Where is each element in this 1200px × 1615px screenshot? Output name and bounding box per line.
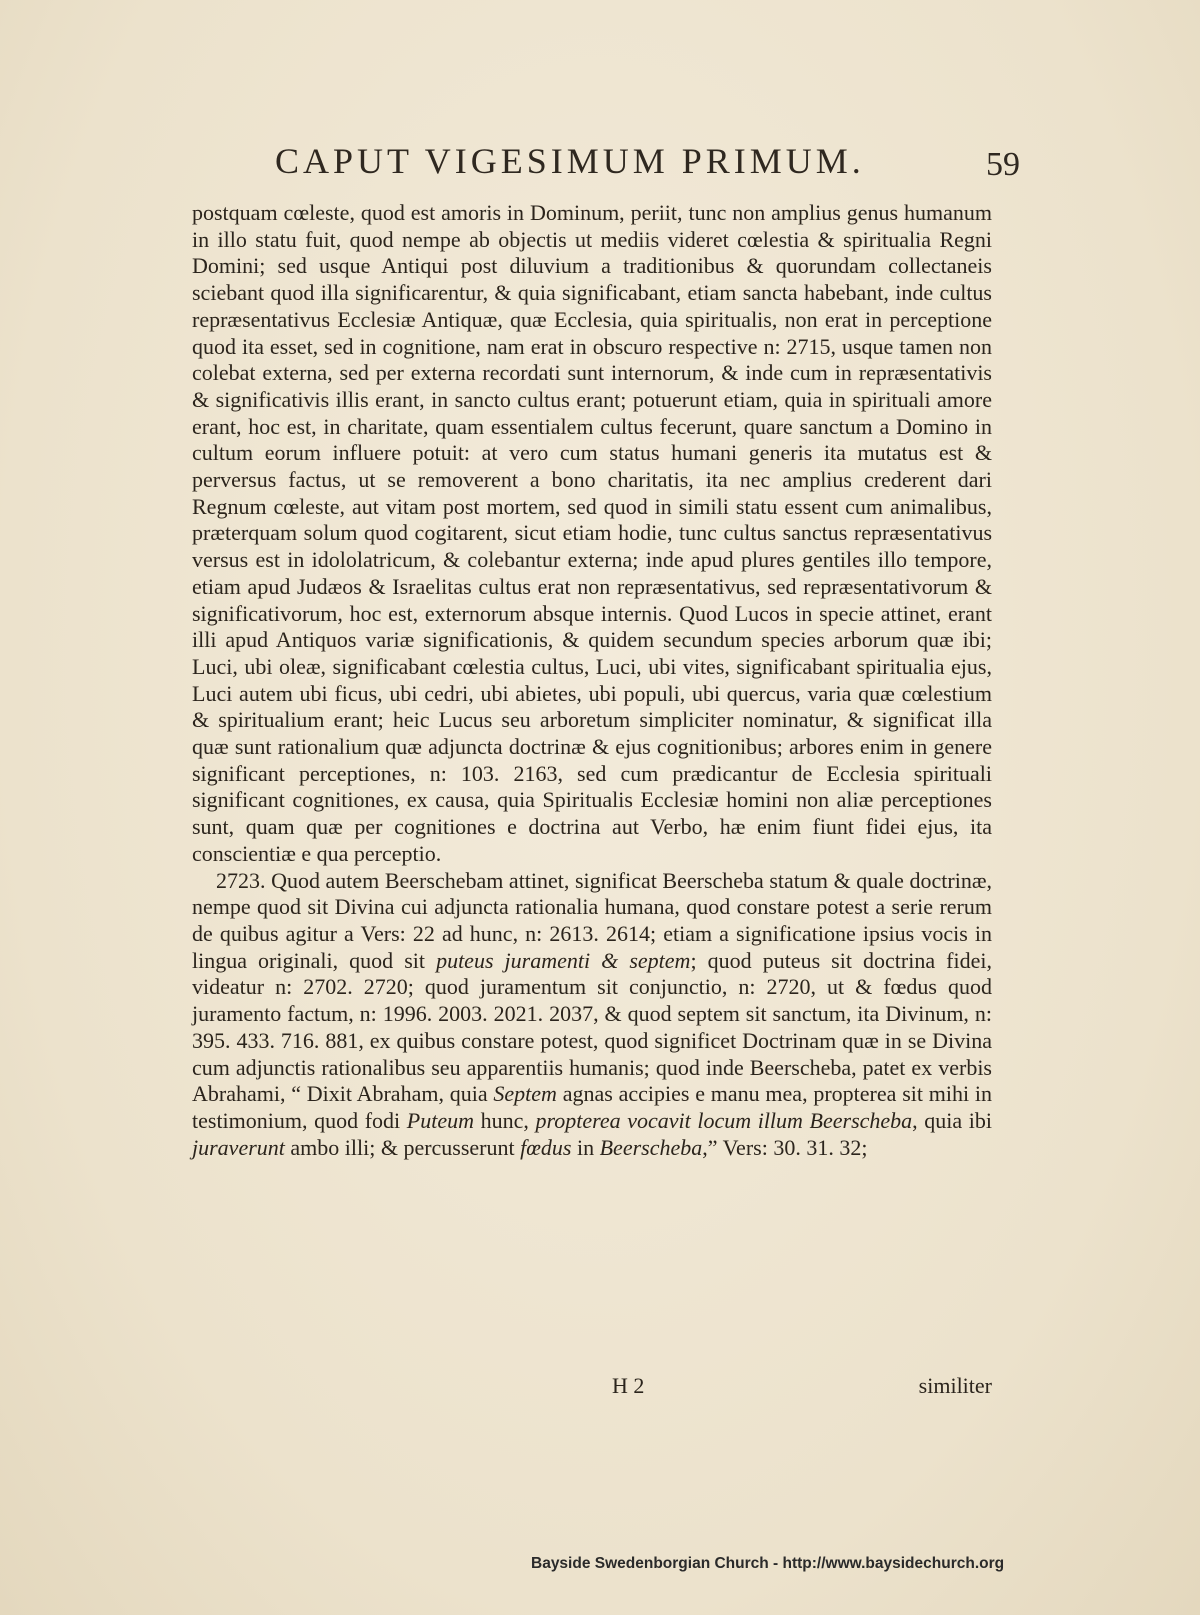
- running-title: CAPUT VIGESIMUM PRIMUM.: [275, 141, 865, 181]
- signature-mark: H 2: [612, 1373, 645, 1398]
- page-header: [200, 140, 1020, 190]
- page-number: 59: [986, 146, 1020, 183]
- italic-text: propterea vocavit locum illum Beerscheba: [535, 1107, 913, 1133]
- text-run: ,” Vers: 30. 31. 32;: [702, 1134, 868, 1160]
- text-run: postquam cœleste, quod est amoris in Dominum, periit, tunc non amplius genus humanum in illo statu fuit, quod nempe ab objectis ut mediis videret cœlestia & spiritualia Regni Domini; sed usque Antiqui post diluvium a traditionibus & quorundam collectaneis sciebant quod illa significarentur, & quia significabant, etiam sancta habebant, inde cultus repræsentativus Ecclesiæ Antiquæ, quæ Ecclesia, quia spiritualis, non erat in perceptione quod ita esset, sed in cognitione, nam erat in obscuro respective n: 2715, usque tamen non colebat externa, sed per externa recordati sunt internorum, & inde cum in repræsentativis & significativis illis erant, in sancto cultus erant; potuerunt etiam, quia in spirituali amore erant, hoc est, in charitate, quam essentialem cultus fecerunt, quare sanctum a Domino in cultum eorum influere potuit: at vero cum status humani generis ita mutatus est & perversus factus, ut se removerent a bono charitatis, ita nec amplius crederent dari Regnum cœleste, aut vitam post mortem, sed quod in simili statu essent cum animalibus, præterquam solum quod cogitarent, sicut etiam hodie, tunc cultus sanctus repræsentativus versus est in idololatricum, & colebantur externa; inde apud plures gentiles illo tempore, etiam apud Judæos & Israelitas cultus erat non repræsentativus, sed repræsentativorum & significativorum, hoc est, externorum absque internis. Quod Lucos in specie attinet, erant illi apud Antiquos variæ significationis, & quidem secundum species arborum quæ ibi; Luci, ubi oleæ, significabant cœlestia cultus, Luci, ubi vites, significabant spiritualia ejus, Luci autem ubi ficus, ubi cedri, ubi abietes, ubi populi, ubi quercus, varia quæ cœlestium & spiritualium erant; heic Lucus seu arboretum simpliciter nominatur, & significat illa quæ sunt rationalium quæ adjuncta doctrinæ & ejus cognitionibus; arbores enim in genere significant perceptiones, n: 103. 2163, sed cum prædicantur de Ecclesia spirituali significant cognitiones, ex causa, quia Spiritualis Ecclesiæ homini non aliæ perceptiones sunt, quam quæ per cognitiones e doctrina aut Verbo, hæ enim fiunt fidei ejus, ita conscientiæ e qua perceptio.: [192, 200, 992, 866]
- text-run: ambo illi; & percusserunt: [284, 1134, 521, 1160]
- text-run: in: [571, 1134, 600, 1160]
- italic-text: juraverunt: [192, 1134, 285, 1160]
- paragraph: [192, 200, 992, 868]
- text-run: agnas accipies e manu mea, propterea sit mihi in testimonium, quod fodi: [192, 1081, 993, 1133]
- text-run: 2723. Quod autem Beerschebam attinet, significat Beerscheba statum & quale doctrinæ, nempe quod sit Divina cui adjuncta rationalia humana, quod constare potest a serie rerum de quibus agitur a Vers: 22 ad hunc, n: 2613. 2614; etiam a significatione ipsius vocis in lingua originali, quod sit: [192, 867, 992, 973]
- catchword: similiter: [918, 1373, 992, 1398]
- italic-text: Septem: [493, 1081, 557, 1107]
- text-run: hunc,: [473, 1107, 536, 1133]
- text-run: ; quod puteus sit doctrina fidei, videatur n: 2702. 2720; quod juramentum sit conjunctio, n: 2720, ut & fœdus quod juramento factum, n: 1996. 2003. 2021. 2037, & quod septem sit sanctum, ita Divinum, n: 395. 433. 716. 881, ex quibus constare potest, quod significet Doctrinam quæ in se Divina cum adjunctis rationalibus seu apparentiis humanis; quod inde Beerscheba, patet ex verbis Abrahami, “ Dixit Abraham, quia: [192, 947, 992, 1107]
- italic-text: puteus juramenti & septem: [436, 947, 691, 973]
- body-text: [192, 200, 992, 1161]
- italic-text: fœdus: [520, 1134, 572, 1160]
- italic-text: Puteum: [406, 1107, 474, 1133]
- text-run: , quia ibi: [912, 1107, 992, 1133]
- source-watermark: Bayside Swedenborgian Church - http://www.baysidechurch.org: [531, 1555, 1005, 1572]
- page-footer: [192, 1373, 992, 1401]
- paragraph: [192, 868, 992, 1162]
- italic-text: Beerscheba: [599, 1134, 703, 1160]
